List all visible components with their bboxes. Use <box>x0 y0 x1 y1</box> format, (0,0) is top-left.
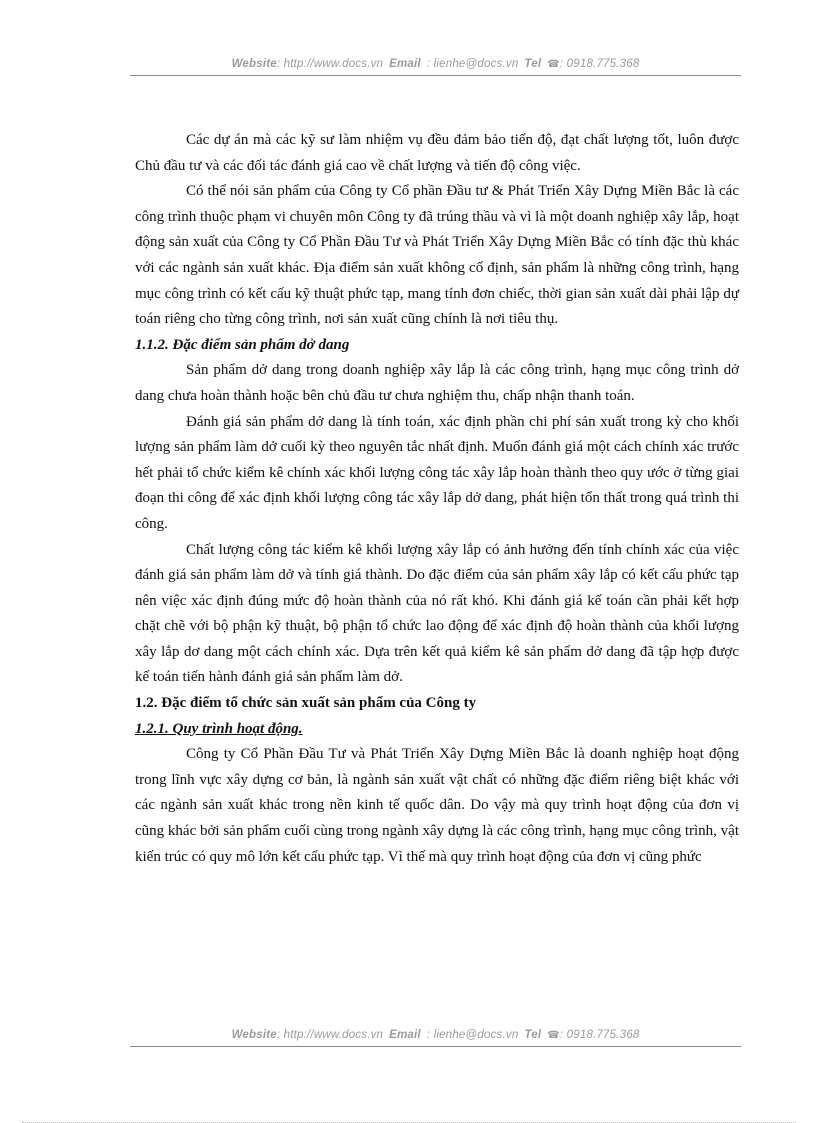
header-website-label: Website <box>231 58 277 70</box>
paragraph: Các dự án mà các kỹ sư làm nhiệm vụ đều đảm bảo tiến độ, đạt chất lượng tốt, luôn được Chủ đầu tư và các đối tác đánh giá cao về chất lượng và tiến độ công việc. <box>135 132 739 174</box>
footer-email-value: : lienhe@docs.vn <box>426 1029 519 1041</box>
footer-rule <box>130 1046 741 1047</box>
phone-icon: ☎ <box>547 59 560 70</box>
header-email-label: Email <box>389 58 421 70</box>
document-body <box>135 128 739 870</box>
paragraph: Chất lượng công tác kiểm kê khối lượng xây lắp có ảnh hưởng đến tính chính xác của việc đánh giá sản phẩm làm dở và tính giá thành. Do đặc điểm của sản phẩm xây lắp có kết cấu phức tạp nên việc xác định đúng mức độ hoàn thành của nó rất khó. Khi đánh giá kế toán cần phải kết hợp chặt chẽ với bộ phận kỹ thuật, bộ phận tổ chức lao động để xác định độ hoàn thành của khối lượng xây lắp dơ dang một cách chính xác. Dựa trên kết quả kiểm kê sản phẩm dở dang đã tập hợp được kế toán tiến hành đánh giá sản phẩm làm dở. <box>135 541 739 686</box>
header-rule <box>130 75 741 76</box>
page-header <box>130 58 741 70</box>
paragraph: Có thể nói sản phẩm của Công ty Cổ phần Đầu tư & Phát Triển Xây Dựng Miền Bắc là các công trình thuộc phạm vi chuyên môn Công ty đã trúng thầu và vì là một doanh nghiệp xây lắp, hoạt động sản xuất của Công ty Cổ Phần Đầu Tư và Phát Triển Xây Dựng Miền Bắc có tính đặc thù khác với các ngành sản xuất khác. Địa điểm sản xuất không cố định, sản phẩm là những công trình, hạng mục công trình có kết cấu kỹ thuật phức tạp, mang tính đơn chiếc, thời gian sản xuất dài phải lập dự toán riêng cho từng công trình, nơi sản xuất cũng chính là nơi tiêu thụ. <box>135 183 739 328</box>
footer-email-label: Email <box>389 1029 421 1041</box>
header-email-value: : lienhe@docs.vn <box>426 58 519 70</box>
header-tel-label: Tel <box>524 58 542 70</box>
paragraph: Công ty Cổ Phần Đầu Tư và Phát Triển Xây Dựng Miền Bắc là doanh nghiệp hoạt động trong lĩnh vực xây dựng cơ bản, là ngành sản xuất vật chất có những đặc điểm riêng biệt khác với các ngành sản xuất khác trong nền kinh tế quốc dân. Do vậy mà quy trình hoạt động của đơn vị cũng khác bởi sản phẩm cuối cùng trong ngành xây dựng là các công trình, hạng mục công trình, vật kiến trúc có quy mô lớn kết cấu phức tạp. Vì thế mà quy trình hoạt động của đơn vị cũng phức <box>135 746 739 865</box>
header-tel-value: : 0918.775.368 <box>559 58 640 70</box>
footer-tel-value: : 0918.775.368 <box>559 1029 640 1041</box>
footer-tel-label: Tel <box>524 1029 542 1041</box>
header-website-url: : http://www.docs.vn <box>276 58 384 70</box>
heading-text: 1.1.2. Đặc điểm sản phẩm dở dang <box>135 336 350 353</box>
section-heading <box>135 717 739 743</box>
phone-icon: ☎ <box>547 1030 560 1041</box>
page-footer <box>130 1029 741 1041</box>
paragraph: Sản phẩm dở dang trong doanh nghiệp xây lắp là các công trình, hạng mục công trình dở dang chưa hoàn thành hoặc bên chủ đầu tư chưa nghiệm thu, chấp nhận thanh toán. <box>135 362 739 404</box>
section-heading: 1.2. Đặc điểm tổ chức sản xuất sản phẩm của Công ty <box>135 695 477 712</box>
heading-text: 1.2.1. Quy trình hoạt động. <box>135 720 303 737</box>
paragraph: Đánh giá sản phẩm dở dang là tính toán, xác định phần chi phí sản xuất trong kỳ cho khối lượng sản phẩm làm dở cuối kỳ theo nguyên tắc nhất định. Muốn đánh giá một cách chính xác trước hết phải tổ chức kiểm kê chính xác khối lượng công tác xây lắp hoàn thành theo quy ước ở từng giai đoạn thi công để xác định khối lượng công tác xây lắp dở dang, phát hiện tổn thất trong quá trình thi công. <box>135 413 739 532</box>
section-heading <box>135 333 739 359</box>
footer-website-label: Website <box>231 1029 277 1041</box>
footer-website-url: : http://www.docs.vn <box>276 1029 384 1041</box>
